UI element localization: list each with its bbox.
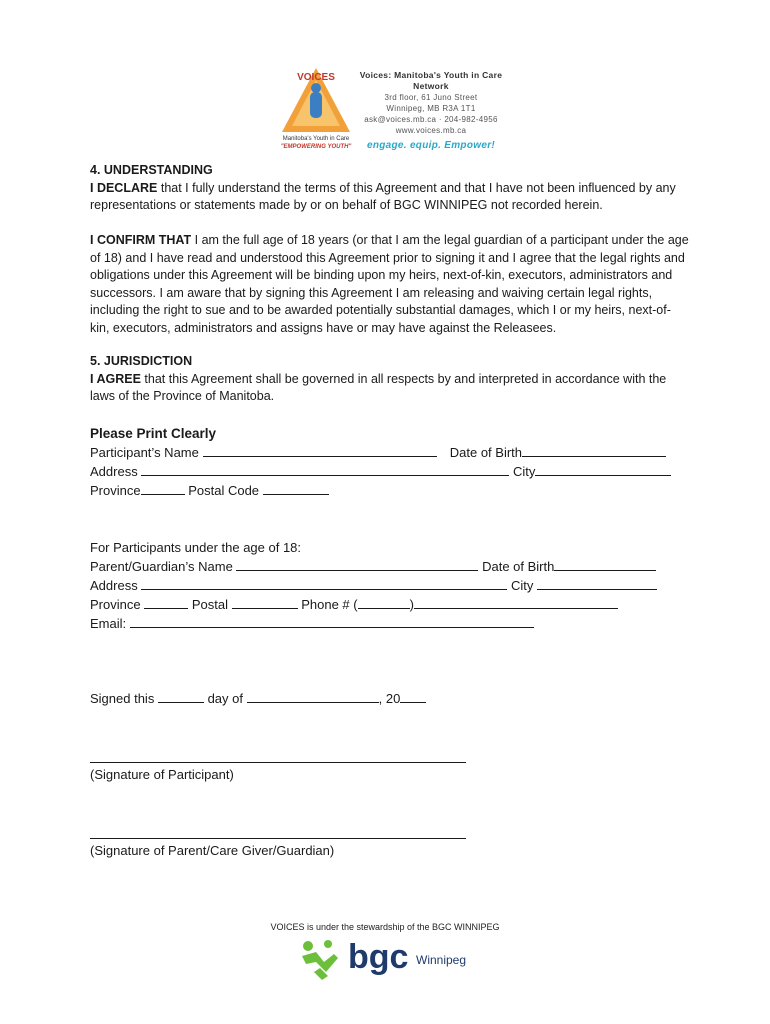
address-line1: 3rd floor, 61 Juno Street <box>384 93 478 102</box>
bgc-winnipeg-logo <box>298 934 478 982</box>
guardian-phone-close: ) <box>409 597 414 612</box>
confirm-text: I am the full age of 18 years (or that I am the legal guardian of a participant under the age of 18) and I have read and understood this Agreement prior to signing it and I agree that the legal rights and obligations under this Agreement will be binding upon my heirs, next-of-kin, executors, administrators and successors. I am aware that by signing this Agreement I am releasing and waiving certain legal rights, including the right to sue and to be awarded potentially substantial damages, which I or my heirs, next-of-kin, executors, administrators and assigns have or may have against the Releasees. <box>90 233 689 335</box>
guardian-phone-field[interactable] <box>414 595 618 609</box>
bgc-figure-icon <box>302 940 338 980</box>
participant-province-label: Province <box>90 483 141 498</box>
guardian-email-row <box>90 614 534 633</box>
website: www.voices.mb.ca <box>395 126 467 135</box>
confirm-lead: I CONFIRM THAT <box>90 233 192 247</box>
participant-address-field[interactable] <box>141 462 509 476</box>
guardian-phone-label: Phone # ( <box>301 597 358 612</box>
section-5-title: 5. JURISDICTION <box>90 354 193 368</box>
guardian-name-label: Parent/Guardian’s Name <box>90 559 233 574</box>
stewardship-note: VOICES is under the stewardship of the BGC WINNIPEG <box>270 922 500 932</box>
guardian-heading: For Participants under the age of 18: <box>90 540 302 555</box>
participant-postal-field[interactable] <box>263 481 329 495</box>
participant-dob-label: Date of Birth <box>449 445 523 460</box>
address-line2: Winnipeg, MB R3A 1T1 <box>386 104 476 113</box>
letterhead <box>276 66 516 156</box>
guardian-area-code-field[interactable] <box>358 595 410 609</box>
participant-city-field[interactable] <box>535 462 671 476</box>
guardian-province-label: Province <box>90 597 141 612</box>
guardian-dob-label: Date of Birth <box>482 559 555 574</box>
participant-address-label: Address <box>90 464 138 479</box>
section-4 <box>90 162 690 215</box>
signed-year-field[interactable] <box>400 689 426 703</box>
declare-paragraph <box>90 180 690 215</box>
logo-text-bottom: "EMPOWERING YOUTH" <box>280 144 352 150</box>
participant-dob-field[interactable] <box>522 443 666 457</box>
participant-name-label: Participant’s Name <box>90 445 199 460</box>
contact-line: ask@voices.mb.ca · 204-982-4956 <box>364 115 498 124</box>
logo-head <box>311 83 321 93</box>
participant-province-row <box>90 481 329 500</box>
section-4-title: 4. UNDERSTANDING <box>90 163 213 177</box>
voices-logo <box>276 66 356 152</box>
bgc-city: Winnipeg <box>416 953 467 967</box>
year-prefix: , 20 <box>378 691 401 706</box>
agree-paragraph <box>90 371 690 406</box>
section-5 <box>90 353 690 406</box>
participant-postal-label: Postal Code <box>188 483 260 498</box>
signed-this-label: Signed this <box>90 691 155 706</box>
participant-signature-caption: (Signature of Participant) <box>90 767 234 782</box>
guardian-email-field[interactable] <box>130 614 534 628</box>
guardian-dob-field[interactable] <box>554 557 656 571</box>
logo-text-top: VOICES <box>297 72 335 83</box>
agree-text: that this Agreement shall be governed in all respects by and interpreted in accordance with the laws of the Province of Manitoba. <box>90 371 667 403</box>
participant-signature-line[interactable] <box>90 762 466 763</box>
logo-figure <box>310 92 322 118</box>
participant-address-row <box>90 462 671 481</box>
signed-month-field[interactable] <box>247 689 379 703</box>
guardian-contact-row <box>90 595 618 614</box>
guardian-postal-field[interactable] <box>232 595 298 609</box>
bgc-wordmark: bgc <box>348 938 409 976</box>
guardian-signature-line[interactable] <box>90 838 466 839</box>
guardian-province-field[interactable] <box>144 595 188 609</box>
guardian-address-label: Address <box>90 578 138 593</box>
participant-name-field[interactable] <box>203 443 437 457</box>
guardian-signature-caption: (Signature of Parent/Care Giver/Guardian) <box>90 843 335 858</box>
tagline: engage. equip. Empower! <box>366 140 496 151</box>
confirm-paragraph <box>90 232 690 337</box>
participant-city-label: City <box>512 464 536 479</box>
guardian-city-field[interactable] <box>537 576 657 590</box>
guardian-name-row <box>90 557 656 576</box>
guardian-city-label: City <box>510 578 534 593</box>
day-of-label: day of <box>207 691 243 706</box>
signed-date-row <box>90 689 426 708</box>
please-print-heading: Please Print Clearly <box>90 426 217 441</box>
org-name: Voices: Manitoba's Youth in Care Network <box>359 70 503 91</box>
declare-lead: I DECLARE <box>90 180 158 195</box>
guardian-address-row <box>90 576 657 595</box>
guardian-name-field[interactable] <box>236 557 478 571</box>
participant-province-field[interactable] <box>141 481 185 495</box>
declare-text: that I fully understand the terms of this Agreement and that I have not been influenced by any representations or statements made by or on behalf of BGC WINNIPEG not recorded herein. <box>90 180 676 212</box>
agree-lead: I AGREE <box>90 371 141 386</box>
guardian-email-label: Email: <box>90 616 127 631</box>
guardian-address-field[interactable] <box>141 576 507 590</box>
signed-day-field[interactable] <box>158 689 204 703</box>
org-contact-block <box>346 70 516 151</box>
guardian-postal-label: Postal <box>191 597 228 612</box>
participant-name-row <box>90 443 666 462</box>
logo-text-mid: Manitoba's Youth in Care <box>282 136 350 142</box>
